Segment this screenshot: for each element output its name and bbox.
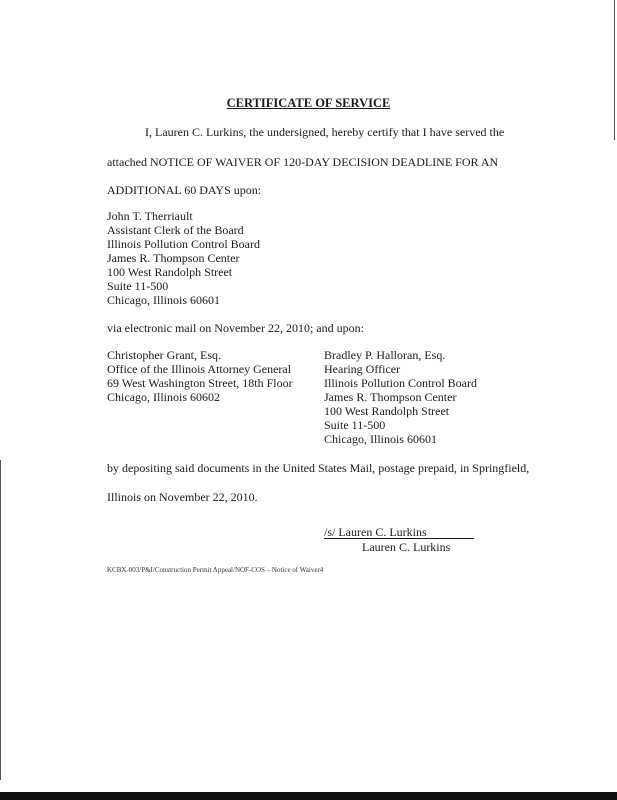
- address-line: James R. Thompson Center: [324, 390, 457, 404]
- scan-edge-left: [0, 460, 1, 780]
- address-line: John T. Therriault: [107, 209, 193, 223]
- address-line: Illinois Pollution Control Board: [324, 376, 478, 390]
- address-line: Suite 11-500: [324, 418, 386, 432]
- paragraph-line-2: attached NOTICE OF WAIVER OF 120-DAY DECISION DEADLINE FOR AN: [107, 155, 499, 169]
- scan-bottom-edge: [0, 792, 617, 800]
- closing-line-1: by depositing said documents in the United States Mail, postage prepaid, in Springfield,: [107, 461, 530, 475]
- electronic-signature: /s/ Lauren C. Lurkins: [324, 525, 427, 539]
- address-line: Chicago, Illinois 60601: [107, 293, 220, 307]
- address-line: 100 West Randolph Street: [324, 404, 450, 418]
- document-footer-path: KCBX-003/P&I/Construction Permit Appeal/NOF-COS – Notice of Waiver4: [107, 566, 324, 574]
- signature-line: [324, 538, 474, 539]
- address-line: Office of the Illinois Attorney General: [107, 362, 292, 376]
- service-method-text: via electronic mail on November 22, 2010; and upon:: [107, 321, 364, 335]
- address-line: 69 West Washington Street, 18th Floor: [107, 376, 293, 390]
- address-line: Chicago, Illinois 60601: [324, 432, 437, 446]
- address-line: Assistant Clerk of the Board: [107, 223, 244, 237]
- address-line: Suite 11-500: [107, 279, 169, 293]
- certificate-title: CERTIFICATE OF SERVICE: [226, 96, 391, 110]
- signer-printed-name: Lauren C. Lurkins: [362, 540, 451, 554]
- address-line: 100 West Randolph Street: [107, 265, 233, 279]
- paragraph-line-3: ADDITIONAL 60 DAYS upon:: [107, 183, 262, 197]
- address-line: Chicago, Illinois 60602: [107, 390, 220, 404]
- paragraph-line-1: I, Lauren C. Lurkins, the undersigned, hereby certify that I have served the: [145, 125, 505, 139]
- closing-line-2: Illinois on November 22, 2010.: [107, 490, 258, 504]
- address-line: Illinois Pollution Control Board: [107, 237, 261, 251]
- address-line: Christopher Grant, Esq.: [107, 348, 221, 362]
- address-line: Hearing Officer: [324, 362, 401, 376]
- address-line: James R. Thompson Center: [107, 251, 240, 265]
- address-line: Bradley P. Halloran, Esq.: [324, 348, 446, 362]
